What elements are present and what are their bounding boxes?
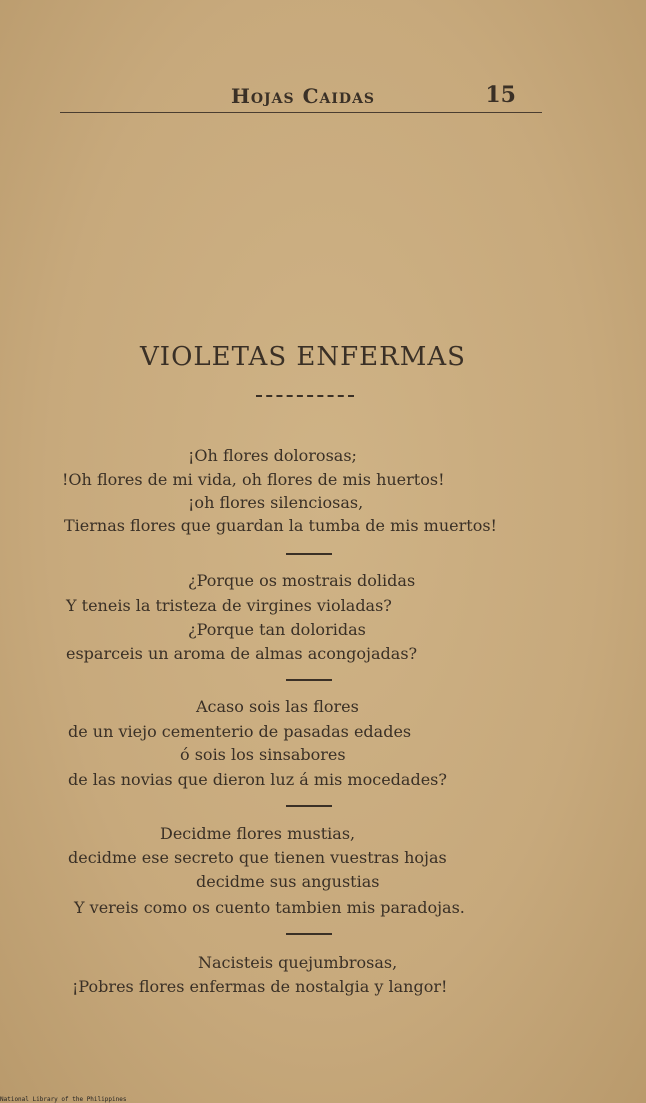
header-rule	[60, 112, 542, 113]
running-title: Hojas Caidas	[230, 84, 376, 108]
stanza-1-line-1: ¡Oh flores dolorosas;	[188, 446, 357, 465]
stanza-divider-1	[286, 553, 332, 555]
library-credit: National Library of the Philippines	[0, 1096, 127, 1103]
stanza-2-line-2: Y teneis la tristeza de virgines violadas?	[66, 596, 392, 615]
running-header	[60, 84, 542, 114]
stanza-1-line-3: ¡oh flores silenciosas,	[188, 493, 364, 512]
stanza-2-line-4: esparceis un aroma de almas acongojadas?	[66, 644, 418, 663]
stanza-1-line-2: !Oh flores de mi vida, oh flores de mis huertos!	[62, 470, 445, 489]
stanza-1-line-4: Tiernas flores que guardan la tumba de mis muertos!	[64, 516, 497, 535]
stanza-3-line-1: Acaso sois las flores	[196, 697, 359, 716]
stanza-3-line-2: de un viejo cementerio de pasadas edades	[68, 722, 412, 741]
stanza-2-line-1: ¿Porque os mostrais dolidas	[188, 571, 416, 590]
title-ornament	[256, 395, 354, 397]
stanza-2-line-3: ¿Porque tan doloridas	[188, 620, 366, 639]
stanza-3-line-4: de las novias que dieron luz á mis mocedades?	[68, 770, 447, 789]
stanza-4-line-1: Decidme flores mustias,	[160, 824, 356, 843]
stanza-3-line-3: ó sois los sinsabores	[180, 745, 346, 764]
page-number: 15	[485, 82, 516, 108]
stanza-divider-2	[286, 679, 332, 681]
stanza-4-line-2: decidme ese secreto que tienen vuestras hojas	[68, 848, 447, 867]
stanza-4-line-3: decidme sus angustias	[196, 872, 380, 891]
stanza-divider-3	[286, 805, 332, 807]
stanza-5-line-1: Nacisteis quejumbrosas,	[198, 953, 398, 972]
stanza-5-line-2: ¡Pobres flores enfermas de nostalgia y langor!	[72, 977, 448, 996]
stanza-divider-4	[286, 933, 332, 935]
stanza-4-line-4: Y vereis como os cuento tambien mis paradojas.	[74, 898, 465, 917]
poem-title: VIOLETAS ENFERMAS	[140, 342, 466, 372]
